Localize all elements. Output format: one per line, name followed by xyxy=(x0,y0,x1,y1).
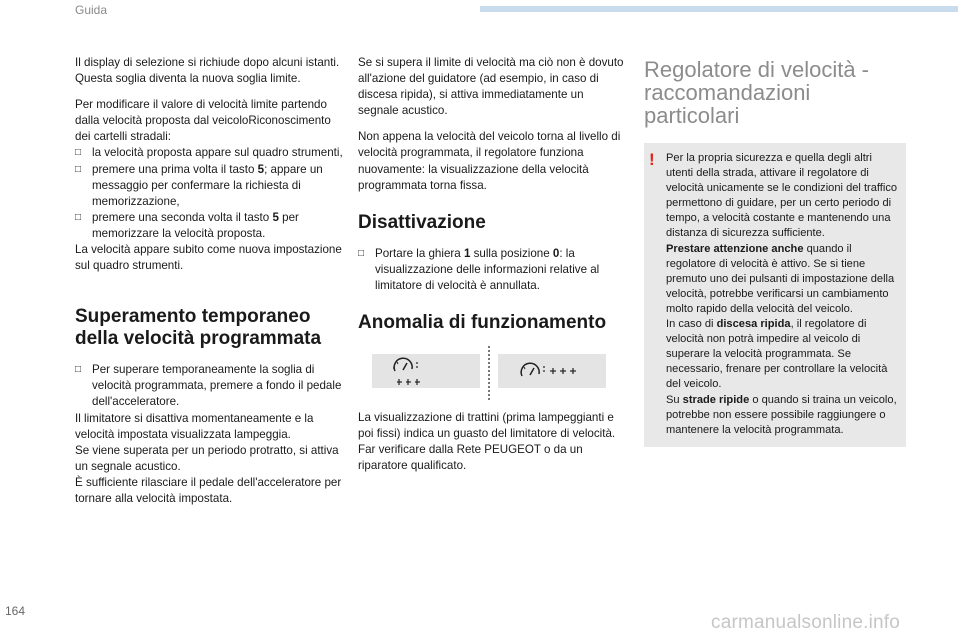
warning-text: Su strade ripide o quando si traina un veicolo, potrebbe non essere possibile raggiungere o mantenere la velocità programmata. xyxy=(666,393,897,436)
warning-text: In caso di discesa ripida, il regolatore di velocità non potrà impedire al veicolo di superare la velocità programmata. Se necessario, frenare per controllare la velocità del veicolo. xyxy=(666,318,888,391)
paragraph: Far verificare dalla Rete PEUGEOT o da un riparatore qualificato. xyxy=(358,443,583,473)
header-accent-bar xyxy=(480,6,958,12)
warning-box xyxy=(644,143,906,447)
paragraph: Se viene superata per un periodo protratto, si attiva un segnale acustico. xyxy=(75,443,339,473)
section-heading: Anomalia di funzionamento xyxy=(358,312,607,334)
list-item: □ premere una prima volta il tasto 5; appare un messaggio per confermare la richiesta di memorizzazione, xyxy=(75,162,323,208)
column-left xyxy=(75,55,345,507)
figure-separator xyxy=(488,346,491,400)
warning-text: Prestare attenzione anche quando il regolatore di velocità è attivo. Se si tiene premuto uno dei pulsanti di impostazione della velocità, potrebbe verificarsi un cambiamento molto rapido della velocità del veicolo. xyxy=(666,242,895,315)
column-right xyxy=(644,55,906,447)
watermark: carmanualsonline.info xyxy=(711,612,901,633)
paragraph: Se si supera il limite di velocità ma ciò non è dovuto all'azione del guidatore (ad esempio, in caso di discesa ripida), si attiva immediatamente un segnale acustico. xyxy=(358,56,624,118)
list-item: □ premere una seconda volta il tasto 5 per memorizzare la velocità proposta. xyxy=(75,210,299,240)
warning-exclamation-icon: ! xyxy=(649,150,655,169)
column-middle xyxy=(358,55,626,474)
paragraph: Questa soglia diventa la nuova soglia limite. xyxy=(75,72,301,86)
paragraph: La visualizzazione di trattini (prima lampeggianti e poi fissi) indica un guasto del limitatore di velocità. xyxy=(358,411,616,441)
square-bullet-icon: □ xyxy=(75,147,82,159)
main-heading: Regolatore di velocità - raccomandazioni particolari xyxy=(644,57,870,128)
speedometer-dashes-display xyxy=(498,354,606,388)
square-bullet-icon: □ xyxy=(75,211,82,223)
paragraph: Per modificare il valore di velocità limite partendo dalla velocità proposta dal veicoloRiconoscimento dei cartelli stradali: xyxy=(75,98,331,144)
list-item: □ Per superare temporaneamente la soglia di velocità programmata, premere a fondo il pedale dell'acceleratore. xyxy=(75,363,342,409)
list-item: □ la velocità proposta appare sul quadro strumenti, xyxy=(75,145,345,161)
paragraph: Il limitatore si disattiva momentaneamente e la velocità impostata visualizzata lampeggia. xyxy=(75,411,314,441)
section-heading: Disattivazione xyxy=(358,211,486,233)
paragraph: Non appena la velocità del veicolo torna al livello di velocità programmata, il regolatore funziona nuovamente: la visualizzazione della velocità programmata torna fissa. xyxy=(358,130,621,192)
square-bullet-icon: □ xyxy=(358,247,365,259)
paragraph: Il display di selezione si richiude dopo alcuni istanti. xyxy=(75,56,340,69)
square-bullet-icon: □ xyxy=(75,364,82,376)
speedometer-dashes-icon xyxy=(372,354,480,388)
section-heading: Superamento temporaneo della velocità programmata xyxy=(75,306,322,350)
fault-display-figures xyxy=(358,346,626,400)
list-item: □ Portare la ghiera 1 sulla posizione 0: la visualizzazione delle informazioni relative al limitatore di velocità è annullata. xyxy=(358,246,600,292)
page-number: 164 xyxy=(5,604,26,618)
speedometer-dashes-icon xyxy=(498,354,606,388)
speedometer-dashes-display xyxy=(372,354,480,388)
paragraph: La velocità appare subito come nuova impostazione sul quadro strumenti. xyxy=(75,243,342,273)
warning-text: Per la propria sicurezza e quella degli altri utenti della strada, attivare il regolatore di velocità unicamente se le condizioni del traffico permettono di guidare, per un certo periodo di tempo, a velocità costante e mantenendo una distanza di sicurezza sufficiente. xyxy=(666,152,898,240)
header-title: Guida xyxy=(75,3,108,17)
paragraph: È sufficiente rilasciare il pedale dell'acceleratore per tornare alla velocità impostata. xyxy=(75,475,342,505)
square-bullet-icon: □ xyxy=(75,163,82,175)
